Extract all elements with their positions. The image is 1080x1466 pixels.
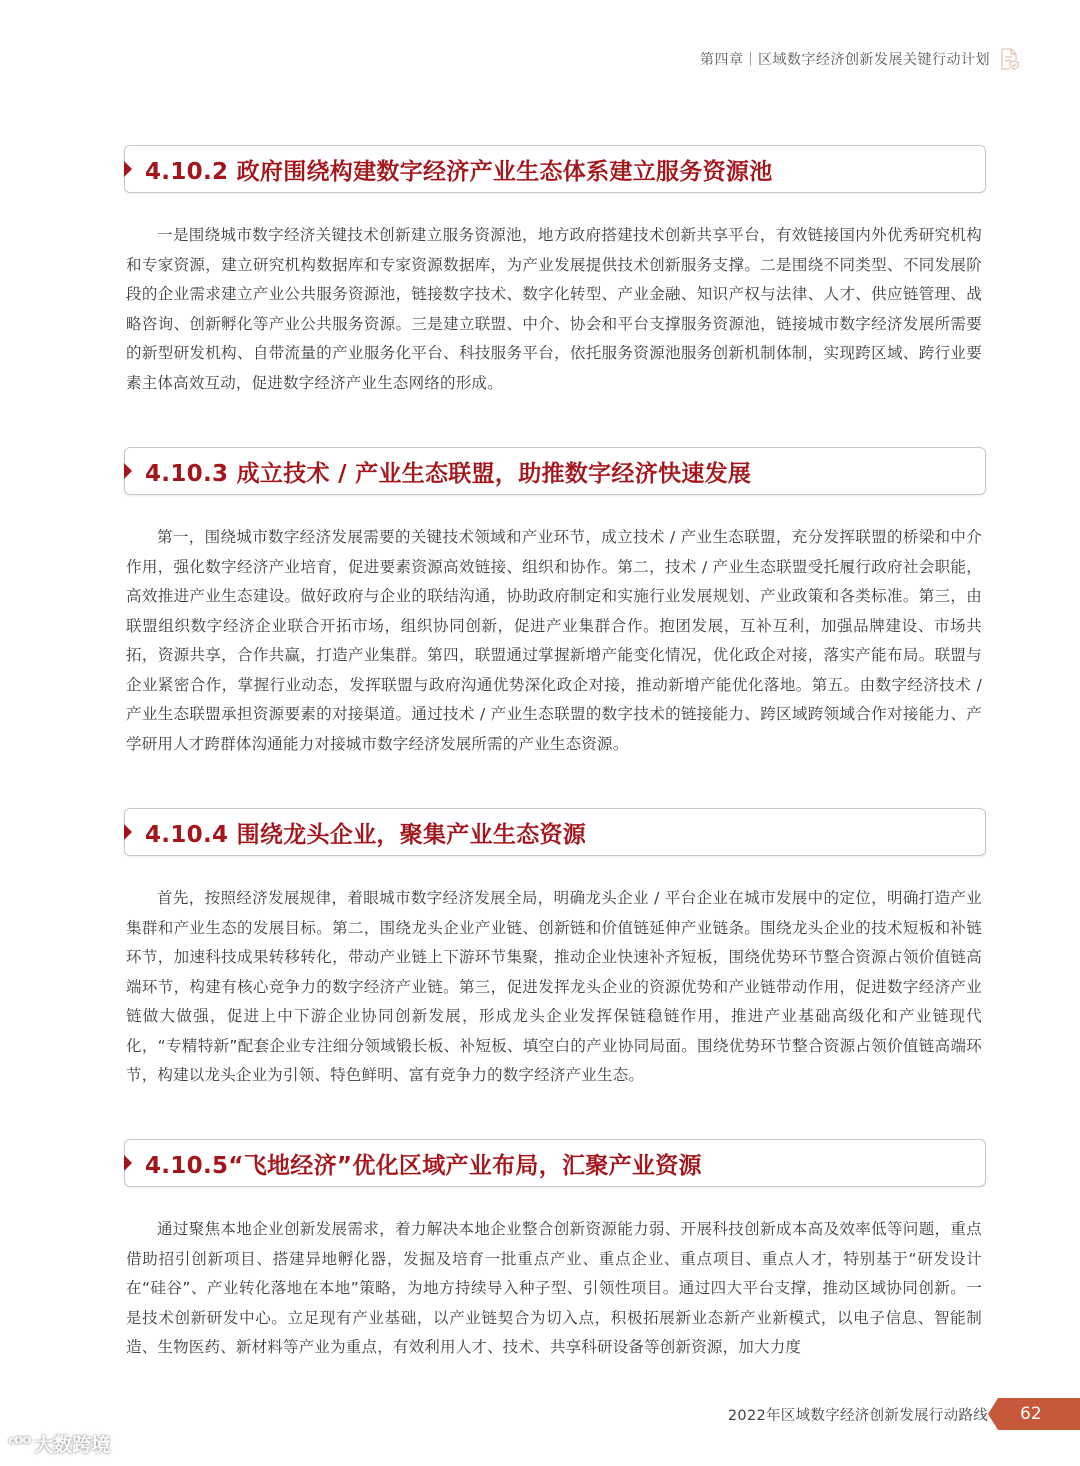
page-number-tab — [998, 1398, 1080, 1430]
chapter-title: 第四章｜区域数字经济创新发展关键行动计划 — [700, 52, 990, 68]
section-paragraph: 首先，按照经济发展规律，着眼城市数字经济发展全局，明确龙头企业 / 平台企业在城市发展中的定位，明确打造产业集群和产业生态的发展目标。第二，围绕龙头企业产业链、创新链和价值链延伸产业链条。围绕龙头企业的技术短板和补链环节，加速科技成果转移转化，带动产业链上下游环节集聚，推动企业快速补齐短板，围绕优势环节整合资源占领价值链高端环节，构建有核心竞争力的数字经济产业链。第三，促进发挥龙头企业的资源优势和产业链带动作用，促进数字经济产业链做大做强，促进上中下游企业协同创新发展，形成龙头企业发挥保链稳链作用，推进产业基础高级化和产业链现代化，“专精特新”配套企业专注细分领域锻长板、补短板、填空白的产业协同局面。围绕优势环节整合资源占领价值链高端环节，构建以龙头企业为引领、特色鲜明、富有竞争力的数字经济产业生态。 — [126, 889, 982, 1084]
triangle-marker-icon — [124, 1155, 132, 1171]
triangle-marker-icon — [124, 161, 132, 177]
section-heading-box — [124, 808, 986, 856]
section-paragraph: 一是围绕城市数字经济关键技术创新建立服务资源池，地方政府搭建技术创新共享平台，有效链接国内外优秀研究机构和专家资源，建立研究机构数据库和专家资源数据库，为产业发展提供技术创新服务支撑。二是围绕不同类型、不同发展阶段的企业需求建立产业公共服务资源池，链接数字技术、数字化转型、产业金融、知识产权与法律、人才、供应链管理、战略咨询、创新孵化等产业公共服务资源。三是建立联盟、中介、协会和平台支撑服务资源池，链接城市数字经济发展所需要的新型研发机构、自带流量的产业服务化平台、科技服务平台，依托服务资源池服务创新机制体制，实现跨区域、跨行业要素主体高效互动，促进数字经济产业生态网络的形成。 — [126, 226, 982, 392]
section-paragraph: 通过聚焦本地企业创新发展需求，着力解决本地企业整合创新资源能力弱、开展科技创新成本高及效率低等问题，重点借助招引创新项目、搭建异地孵化器，发掘及培育一批重点产业、重点企业、重点项目、重点人才，特别基于“研发设计在“硅谷”、产业转化落地在本地”策略，为地方持续导入种子型、引领性项目。通过四大平台支撑，推动区域协同创新。一是技术创新研发中心。立足现有产业基础，以产业链契合为切入点，积极拓展新业态新产业新模式，以电子信息、智能制造、生物医药、新材料等产业为重点，有效利用人才、技术、共享科研设备等创新资源，加大力度 — [126, 1220, 982, 1356]
section-heading: 4.10.5“飞地经济”优化区域产业布局，汇聚产业资源 — [145, 1152, 702, 1179]
footer-title: 2022年区域数字经济创新发展行动路线 — [727, 1407, 988, 1424]
section-heading: 4.10.4 围绕龙头企业，聚集产业生态资源 — [145, 821, 587, 848]
watermark-logo-icon: ᶜᴼᴼ — [8, 1433, 31, 1454]
triangle-marker-icon — [124, 824, 132, 840]
page-header — [700, 48, 1020, 70]
section-4-10-3 — [124, 447, 986, 759]
watermark-text: 大数跨境 — [34, 1434, 111, 1456]
section-4-10-4 — [124, 808, 986, 1091]
section-heading-box — [124, 145, 986, 193]
section-heading-box — [124, 447, 986, 495]
section-4-10-5 — [124, 1139, 986, 1363]
page-footer — [728, 1398, 1080, 1430]
page-number: 62 — [1020, 1404, 1042, 1424]
section-heading: 4.10.3 成立技术 / 产业生态联盟，助推数字经济快速发展 — [145, 460, 752, 487]
section-4-10-2 — [124, 145, 986, 398]
watermark — [8, 1430, 110, 1457]
section-heading-box — [124, 1139, 986, 1187]
document-check-icon — [1000, 48, 1020, 70]
section-paragraph: 第一，围绕城市数字经济发展需要的关键技术领域和产业环节，成立技术 / 产业生态联盟，充分发挥联盟的桥梁和中介作用，强化数字经济产业培育，促进要素资源高效链接、组织和协作。第二，技术 / 产业生态联盟受托履行政府社会职能，高效推进产业生态建设。做好政府与企业的联结沟通，协助政府制定和实施行业发展规划、产业政策和各类标准。第三，由联盟组织数字经济企业联合开拓市场，组织协同创新，促进产业集群合作。抱团发展，互补互利，加强品牌建设、市场共拓，资源共享，合作共赢，打造产业集群。第四，联盟通过掌握新增产能变化情况，优化政企对接，落实产能布局。联盟与企业紧密合作，掌握行业动态，发挥联盟与政府沟通优势深化政企对接，推动新增产能优化落地。第五。由数字经济技术 / 产业生态联盟承担资源要素的对接渠道。通过技术 / 产业生态联盟的数字技术的链接能力、跨区域跨领域合作对接能力、产学研用人才跨群体沟通能力对接城市数字经济发展所需的产业生态资源。 — [126, 528, 982, 753]
triangle-marker-icon — [124, 463, 132, 479]
section-heading: 4.10.2 政府围绕构建数字经济产业生态体系建立服务资源池 — [145, 158, 773, 185]
